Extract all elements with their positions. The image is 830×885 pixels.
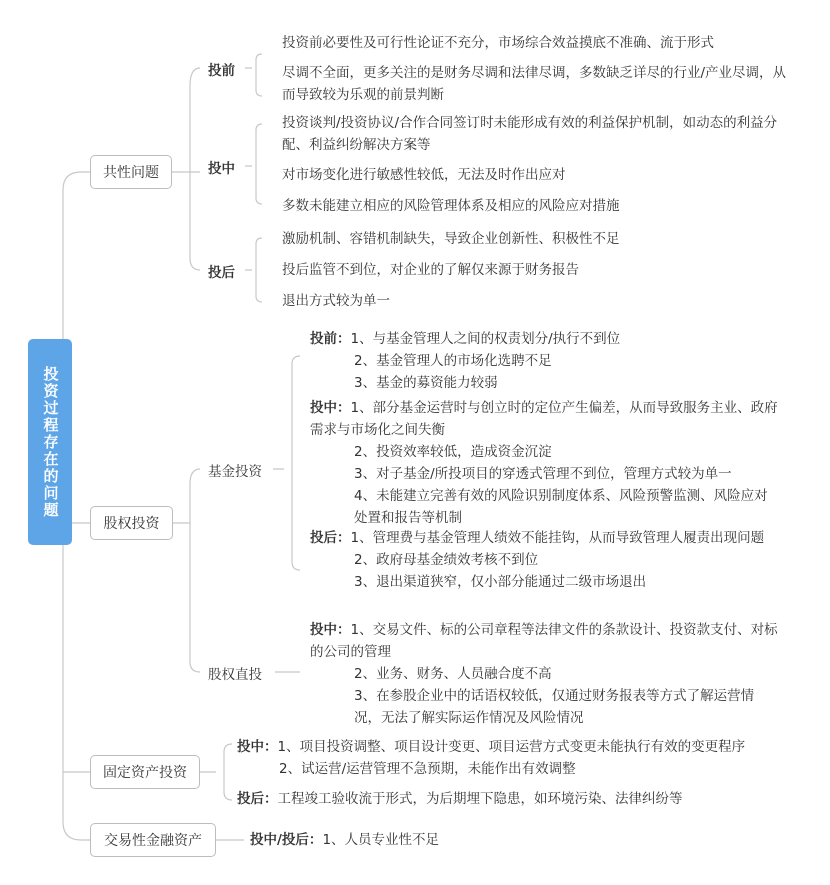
category-equity-label: 股权投资	[103, 516, 160, 532]
fixed-post-item-1: 工程竣工验收流于形式，为后期埋下隐患，如环境污染、法律纠纷等	[277, 791, 683, 807]
fund-pre-item-3: 3、基金的募资能力较弱	[354, 375, 498, 391]
equity-branch	[173, 469, 200, 672]
category-equity[interactable]	[90, 506, 173, 540]
common-mid-item-2: 对市场变化进行敏感性较低，无法及时作出应对	[282, 167, 566, 183]
common-pre-label[interactable]: 投前	[208, 63, 235, 79]
common-branch	[172, 68, 200, 270]
common-mid-bracket	[245, 124, 262, 204]
common-post-item-2: 投后监管不到位，对企业的了解仅来源于财务报告	[282, 262, 579, 278]
fund-post-item-3: 3、退出渠道狭窄，仅小部分能通过二级市场退出	[354, 574, 647, 590]
fixed-mid-item-1: 1、项目投资调整、项目设计变更、项目运营方式变更未能执行有效的变更程序	[277, 739, 746, 755]
fund-mid-item-4: 4、未能建立完善有效的风险识别制度体系、风险预警监测、风险应对处置和报告等机制	[354, 488, 768, 526]
fund-label[interactable]: 基金投资	[208, 464, 262, 480]
fixed-post-block	[237, 788, 797, 810]
direct-mid-item-1: 1、交易文件、标的公司章程等法律文件的条款设计、投资款支付、对标的公司的管理	[310, 622, 778, 660]
fund-post-item-1: 1、管理费与基金管理人绩效不能挂钩，从而导致管理人履责出现问题	[350, 530, 765, 546]
fund-post-block	[310, 527, 780, 593]
direct-label[interactable]: 股权直投	[208, 667, 262, 683]
fund-post-line-1	[310, 527, 780, 549]
fund-mid-block	[310, 397, 780, 529]
common-post-item-3: 退出方式较为单一	[282, 293, 390, 309]
common-post-label[interactable]: 投后	[208, 265, 235, 281]
category-fixed[interactable]	[90, 755, 200, 789]
direct-mid-item-2: 2、业务、财务、人员融合度不高	[354, 666, 552, 682]
fixed-mid-prefix: 投中：	[237, 739, 278, 755]
fund-pre-block	[310, 328, 780, 394]
common-pre-item-2: 尽调不全面，更多关注的是财务尽调和法律尽调，多数缺乏详尽的行业/产业尽调，从而导致较为乐观的前景判断	[282, 65, 787, 103]
category-common-label: 共性问题	[103, 165, 159, 181]
fund-bracket	[273, 356, 300, 570]
fund-mid-item-3: 3、对子基金/所投项目的穿透式管理不到位，管理方式较为单一	[354, 466, 732, 482]
fund-mid-item-2: 2、投资效率较低，造成资金沉淀	[354, 444, 552, 460]
category-common[interactable]	[90, 155, 172, 189]
fixed-mid-item-2: 2、试运营/运营管理不急预期，未能作出有效调整	[279, 761, 576, 777]
category-fixed-label: 固定资产投资	[103, 765, 187, 781]
common-mid-item-3: 多数未能建立相应的风险管理体系及相应的风险应对措施	[282, 198, 620, 214]
direct-mid-block	[310, 619, 780, 729]
direct-mid-line-1	[310, 619, 780, 663]
fund-pre-item-1: 1、与基金管理人之间的权责划分/执行不到位	[350, 331, 621, 347]
root-title: 投资过程存在的问题	[41, 365, 60, 519]
trading-prefix: 投中/投后：	[250, 832, 323, 848]
fixed-bracket	[200, 744, 232, 800]
common-mid-item-1: 投资谈判/投资协议/合作合同签订时未能形成有效的利益保护机制，如动态的利益分配、利益纠纷解决方案等	[282, 115, 778, 153]
common-pre-item-1: 投资前必要性及可行性论证不充分，市场综合效益摸底不准确、流于形式	[282, 35, 714, 51]
fund-pre-line-1	[310, 328, 780, 350]
fund-mid-line-1	[310, 397, 780, 441]
common-mid-label[interactable]: 投中	[208, 161, 235, 177]
fund-post-prefix: 投后：	[310, 530, 351, 546]
fund-post-item-2: 2、政府母基金绩效考核不到位	[354, 552, 539, 568]
fund-mid-item-1: 1、部分基金运营时与创立时的定位产生偏差，从而导致服务主业、政府需求与市场化之间失衡	[310, 400, 778, 438]
fund-pre-item-2: 2、基金管理人的市场化选聘不足	[354, 353, 552, 369]
trading-block	[250, 829, 650, 851]
fixed-mid-block	[237, 736, 797, 780]
common-post-item-1: 激励机制、容错机制缺失，导致企业创新性、积极性不足	[282, 231, 620, 247]
direct-mid-prefix: 投中：	[310, 622, 351, 638]
common-pre-bracket	[245, 54, 262, 96]
fixed-post-prefix: 投后：	[237, 791, 278, 807]
common-post-bracket	[245, 238, 262, 302]
fixed-mid-line-1	[237, 736, 797, 758]
fund-pre-prefix: 投前：	[310, 331, 351, 347]
category-trading-label: 交易性金融资产	[104, 833, 202, 849]
direct-mid-item-3: 3、在参股企业中的话语权较低，仅通过财务报表等方式了解运营情况，无法了解实际运作情况及风险情况	[354, 688, 755, 726]
fund-mid-prefix: 投中：	[310, 400, 351, 416]
trading-item-1: 1、人员专业性不足	[322, 832, 440, 848]
category-trading[interactable]	[90, 823, 216, 857]
root-node[interactable]	[28, 339, 72, 545]
